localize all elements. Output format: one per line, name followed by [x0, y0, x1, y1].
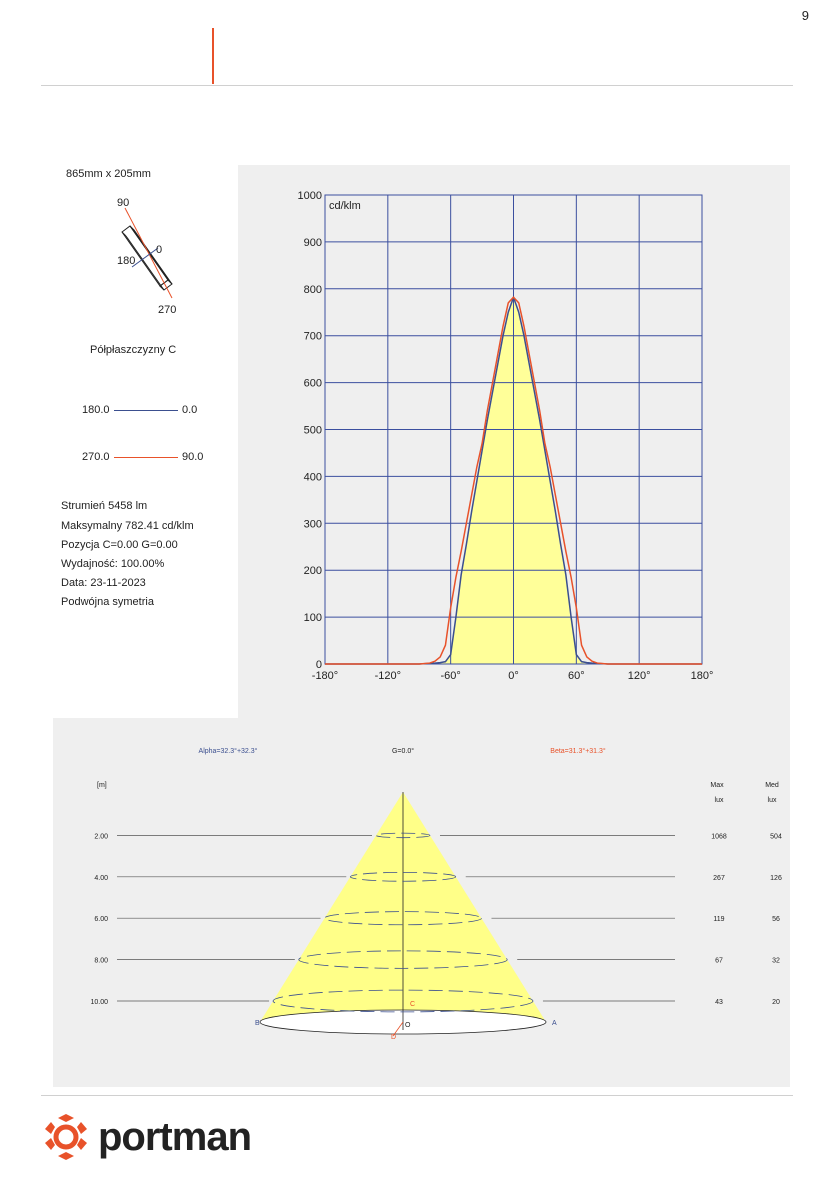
legend-c270-label: 270.0 — [82, 451, 110, 463]
info-efficiency: Wydajność: 100.00% — [61, 558, 165, 570]
luminaire-dimensions: 865mm x 205mm — [66, 168, 151, 180]
max-lux-value: 119 — [713, 916, 725, 924]
med-lux-value: 20 — [772, 999, 780, 1006]
med-column-header: Med — [765, 782, 779, 789]
info-position: Pozycja C=0.00 G=0.00 — [61, 539, 178, 551]
x-tick-label: -180° — [311, 670, 339, 682]
max-lux-value: 1068 — [711, 833, 727, 841]
footer-divider — [41, 1095, 793, 1096]
med-lux-value: 126 — [770, 874, 782, 882]
y-tick-label: 600 — [303, 377, 322, 390]
y-tick-label: 700 — [303, 330, 322, 343]
x-tick-label: 60° — [568, 670, 585, 682]
y-tick-label: 0 — [315, 659, 322, 671]
max-column-unit: lux — [714, 797, 724, 804]
max-lux-value: 267 — [713, 874, 725, 882]
distance-unit-label: [m] — [97, 782, 107, 789]
portman-logo-icon — [41, 1112, 91, 1162]
cone-point-c: C — [410, 1001, 416, 1008]
distance-label: 8.00 — [94, 957, 108, 965]
diagram-label-180: 180 — [117, 255, 136, 267]
beta-angle-label: Beta=31.3°+31.3° — [550, 748, 606, 755]
page-number: 9 — [801, 8, 809, 23]
diagram-label-0: 0 — [156, 244, 163, 256]
legend-c180-label: 180.0 — [82, 404, 110, 416]
portman-logo-text: portman — [98, 1115, 251, 1159]
legend-c90-c270-line — [114, 457, 178, 458]
legend-c0-label: 0.0 — [182, 404, 198, 416]
intensity-distribution-chart — [238, 170, 788, 710]
alpha-angle-label: Alpha=32.3°+32.3° — [198, 748, 258, 755]
info-max-intensity: Maksymalny 782.41 cd/klm — [61, 520, 194, 532]
x-tick-label: -60° — [440, 670, 461, 682]
y-tick-label: 1000 — [297, 190, 322, 202]
gamma-angle-label: G=0.0° — [391, 748, 415, 755]
x-tick-label: 180° — [690, 670, 714, 682]
c90-c270-axis-line — [125, 208, 172, 298]
distance-label: 4.00 — [94, 874, 108, 882]
max-lux-value: 67 — [715, 957, 723, 965]
y-tick-label: 100 — [303, 612, 322, 625]
y-tick-label: 300 — [303, 518, 322, 531]
cone-origin-o: O — [405, 1022, 411, 1029]
med-lux-value: 32 — [772, 957, 780, 965]
y-tick-label: 400 — [303, 471, 322, 484]
legend-c90-label: 90.0 — [182, 451, 204, 463]
med-lux-value: 504 — [770, 833, 782, 841]
y-tick-label: 900 — [303, 236, 322, 249]
diagram-label-90: 90 — [117, 197, 130, 209]
distance-label: 10.00 — [90, 999, 108, 1006]
x-tick-label: 0° — [508, 670, 519, 682]
x-tick-label: -120° — [374, 670, 402, 682]
header-accent-bar — [212, 28, 214, 84]
illuminance-cone-diagram — [60, 735, 785, 1080]
cone-point-a: A — [552, 1020, 557, 1027]
info-symmetry: Podwójna symetria — [61, 596, 154, 608]
max-column-header: Max — [710, 782, 724, 789]
luminaire-orientation-diagram — [100, 190, 200, 320]
med-column-unit: lux — [767, 797, 777, 804]
max-lux-value: 43 — [715, 999, 723, 1006]
y-tick-label: 800 — [303, 283, 322, 296]
distance-label: 6.00 — [94, 916, 108, 924]
cone-point-d: D — [391, 1034, 397, 1041]
planes-title: Półpłaszczyzny C — [90, 344, 177, 356]
distance-label: 2.00 — [94, 833, 108, 841]
diagram-label-270: 270 — [158, 304, 177, 316]
info-flux: Strumień 5458 lm — [61, 500, 148, 512]
legend-c0-c180-line — [114, 410, 178, 411]
med-lux-value: 56 — [772, 916, 780, 924]
y-axis-unit-label: cd/klm — [329, 200, 361, 212]
header-divider — [41, 85, 793, 86]
y-tick-label: 200 — [303, 565, 322, 578]
y-tick-label: 500 — [303, 424, 322, 437]
x-tick-label: 120° — [627, 670, 651, 682]
cone-point-b: B — [255, 1020, 260, 1027]
info-date: Data: 23-11-2023 — [61, 577, 146, 589]
